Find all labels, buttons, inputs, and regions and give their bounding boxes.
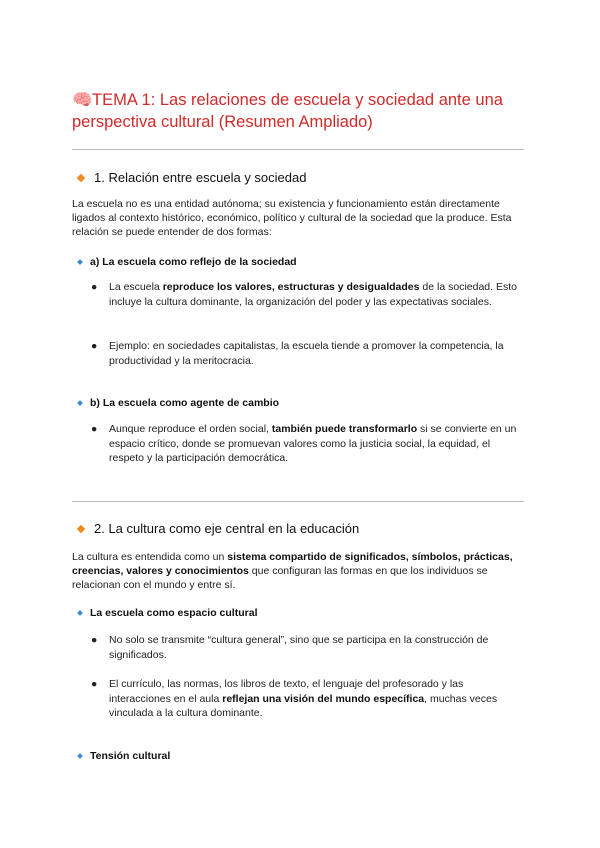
bullet-icon: ● [91,281,98,293]
brain-icon: 🧠 [72,91,93,109]
list-item: ● No solo se transmite “cultura general”, sino que se participa en la construcción de significados. [91,634,489,661]
page-title [72,89,532,133]
list-item: ● La escuela reproduce los valores, estructuras y desigualdades de la sociedad. Esto incluye la cultura dominante, la organización del poder y las expectativas sociales. [91,281,517,308]
section-1-heading [76,170,306,186]
bullet-icon: ● [91,634,98,646]
divider [72,149,524,150]
section-2-intro: La cultura es entendida como un sistema compartido de significados, símbolos, prácticas, creencias, valores y conocimientos que configuran las formas en que los individuos se relacionan con el mundo y entre sí. [72,551,513,591]
subsection-2a-heading-text: La escuela como espacio cultural [90,607,258,619]
blue-diamond-icon [77,400,83,406]
subsection-2b-heading [76,749,170,763]
section-1-heading-text: 1. Relación entre escuela y sociedad [94,170,307,185]
page-title-text: TEMA 1: Las relaciones de escuela y sociedad ante una perspectiva cultural (Resumen Ampliado) [72,91,503,131]
blue-diamond-icon [77,610,83,616]
orange-diamond-icon [77,174,85,182]
section-1-intro: La escuela no es una entidad autónoma; su existencia y funcionamiento están directamente ligados al contexto histórico, económico, político y cultural de la sociedad que la produce. Esta relación se puede entender de dos formas: [72,198,512,238]
list-item: ● El currículo, las normas, los libros de texto, el lenguaje del profesorado y las interacciones en el aula reflejan una visión del mundo específica, muchas veces vinculada a la cultura dominante. [91,678,498,719]
subsection-1b-heading-text: b) La escuela como agente de cambio [90,397,280,409]
blue-diamond-icon [77,753,83,759]
subsection-1a-heading-text: a) La escuela como reflejo de la sociedad [90,256,297,268]
subsection-1b-heading [76,396,279,410]
subsection-2b-heading-text: Tensión cultural [90,750,171,762]
bullet-icon: ● [91,678,98,690]
blue-diamond-icon [77,259,83,265]
section-2-heading [76,521,359,537]
bullet-icon: ● [91,340,98,352]
subsection-2a-heading [76,606,257,620]
divider [72,501,524,502]
bullet-icon: ● [91,423,98,435]
list-item: ● Aunque reproduce el orden social, también puede transformarlo si se convierte en un espacio crítico, donde se promuevan valores como la justicia social, la equidad, el respeto y la participación democrática. [91,423,517,464]
orange-diamond-icon [77,525,85,533]
section-2-heading-text: 2. La cultura como eje central en la educación [94,521,360,536]
list-item: ● Ejemplo: en sociedades capitalistas, la escuela tiende a promover la competencia, la productividad y la meritocracia. [91,340,504,367]
subsection-1a-heading [76,255,297,269]
